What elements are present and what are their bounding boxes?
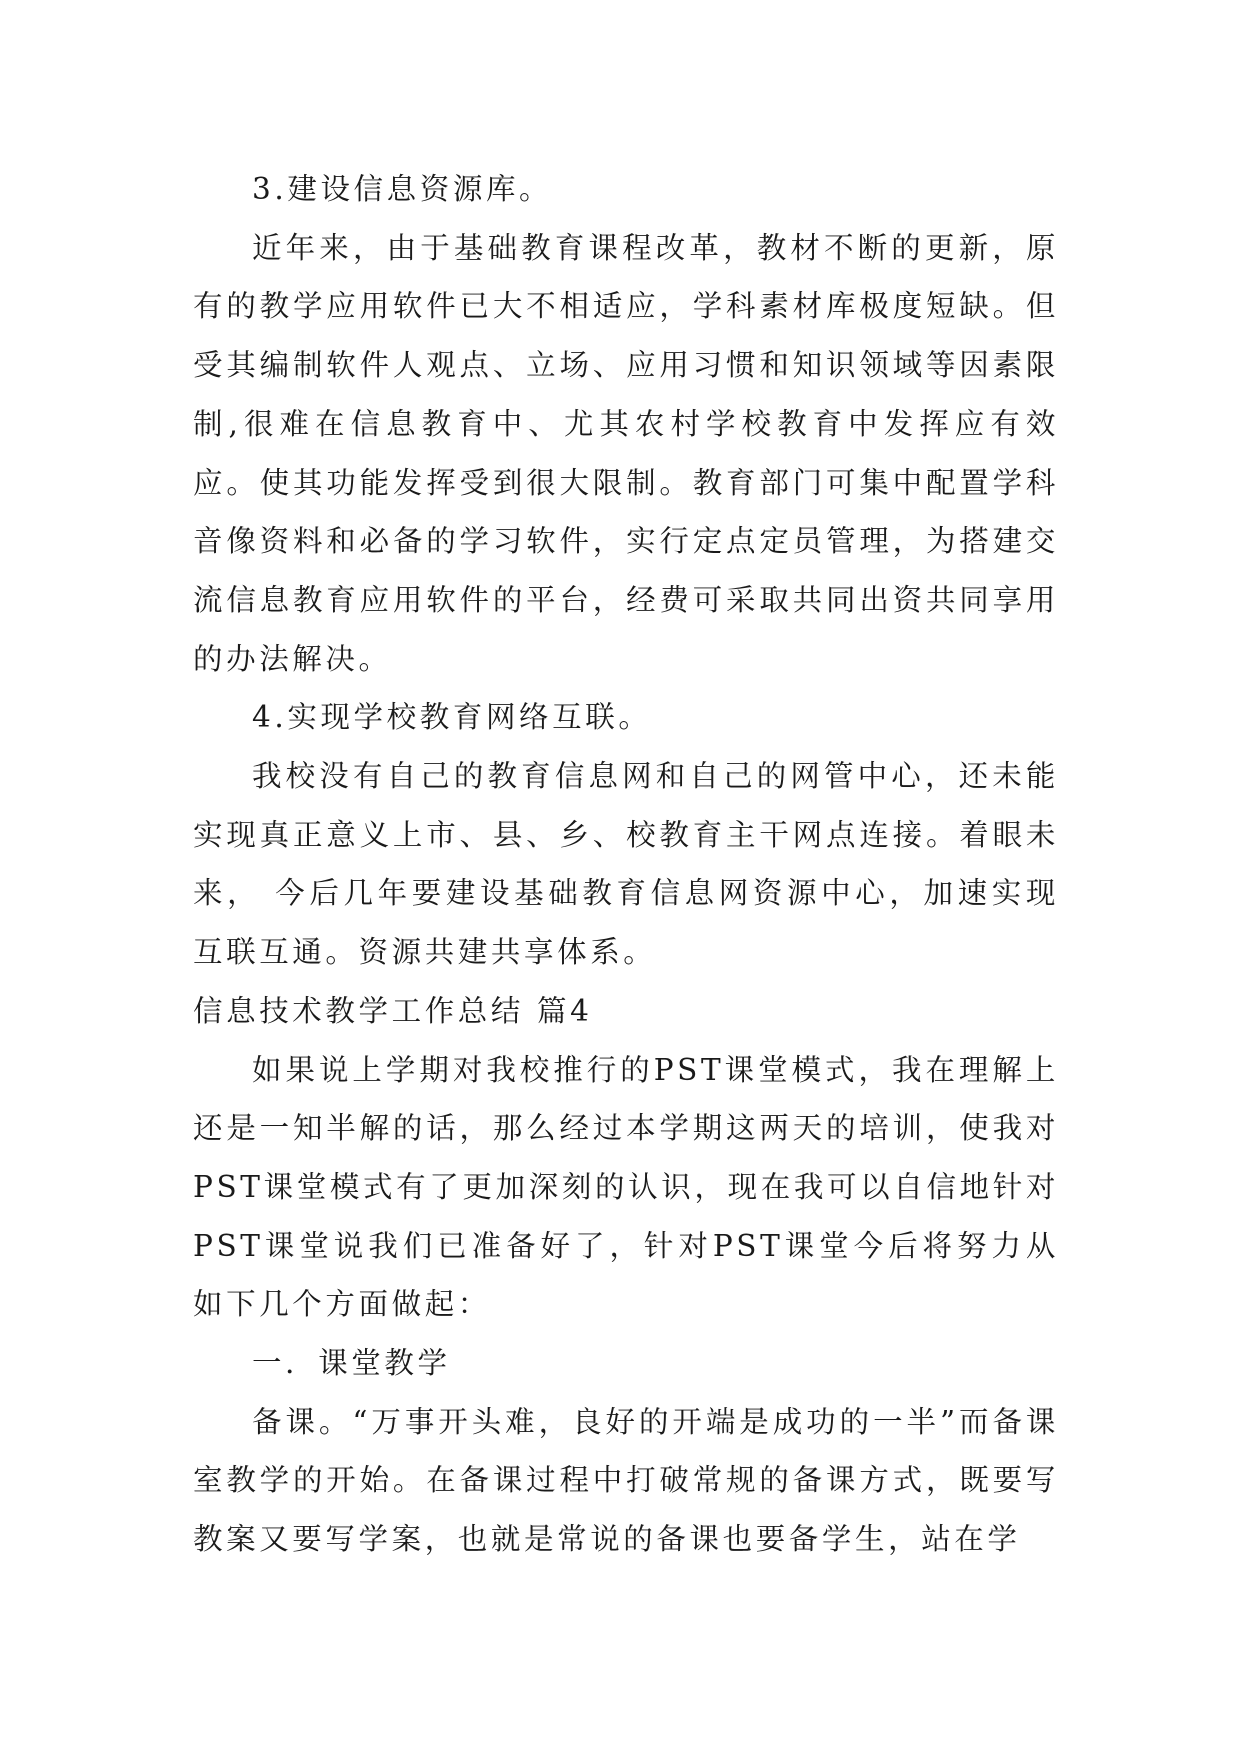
section-title-summary-4: 信息技术教学工作总结 篇4 (193, 993, 593, 1028)
subheading-classroom-teaching: 一．课堂教学 (252, 1346, 451, 1381)
document-body (193, 160, 1059, 1569)
paragraph-resource-library: 近年来，由于基础教育课程改革，教材不断的更新，原有的教学应用软件已大不相适应，学科素材库极度短缺。但受其编制软件人观点、立场、应用习惯和知识领域等因素限制,很难在信息教育中、尤其农村学校教育中发挥应有效应。使其功能发挥受到很大限制。教育部门可集中配置学科音像资料和必备的学习软件，实行定点定员管理，为搭建交流信息教育应用软件的平台，经费可采取共同出资共同享用的办法解决。 (193, 230, 1059, 676)
paragraph-lesson-preparation: 备课。“万事开头难，良好的开端是成功的一半”而备课室教学的开始。在备课过程中打破常规的备课方式，既要写教案又要写学案，也就是常说的备课也要备学生，站在学 (193, 1404, 1059, 1557)
subheading-network-interconnection: 4.实现学校教育网络互联。 (252, 700, 652, 735)
subheading-build-resource-library: 3.建设信息资源库。 (252, 172, 553, 206)
paragraph-network-interconnection: 我校没有自己的教育信息网和自己的网管中心，还未能实现真正意义上市、县、乡、校教育主干网点连接。着眼未来， 今后几年要建设基础教育信息网资源中心，加速实现互联互通。资源共建共享体系。 (193, 759, 1059, 970)
paragraph-pst-intro: 如果说上学期对我校推行的PST课堂模式，我在理解上还是一知半解的话，那么经过本学期这两天的培训，使我对PST课堂模式有了更加深刻的认识，现在我可以自信地针对PST课堂说我们已准备好了，针对PST课堂今后将努力从如下几个方面做起： (193, 1052, 1059, 1322)
